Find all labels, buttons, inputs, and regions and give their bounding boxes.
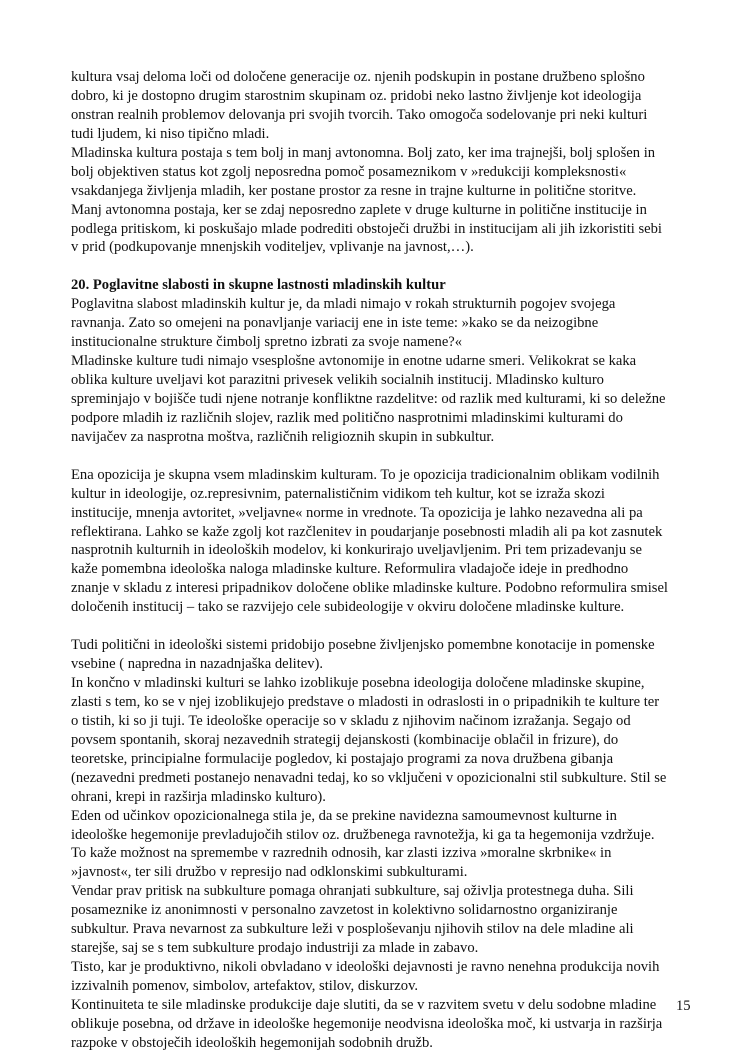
text-line: onstran realnih problemov delovanja pri svojih tvorcih. Tako omogoča sodelovanje pri neki kulturi (71, 106, 648, 123)
paragraph-opposition (71, 466, 696, 618)
text-line: To kaže možnost na spremembe v razrednih odnosih, kar zlasti izziva »moralne skrbnike« in (71, 845, 612, 862)
text-line: subkultur. Prava nevarnost za subkulture leži v posploševanju njihovih stilov na dele mladine ali (71, 921, 634, 938)
document-page (71, 68, 696, 1053)
paragraph-ideology (71, 636, 696, 1053)
text-line: Eden od učinkov opozicionalnega stila je, da se prekine navidezna samoumevnost kulturne in (71, 807, 617, 824)
text-line: »javnost«, ter sili družbo v represijo nad odklonskimi subkulturami. (71, 864, 468, 881)
text-line: (nezavedni predmeti postanejo nenavadni tedaj, ko so vključeni v opozicionalni stil subkulture. Stil se (71, 769, 667, 786)
text-line: ravnanja. Zato so omejeni na ponavljanje variacij ene in iste teme: »kako se da neizogibne (71, 315, 599, 332)
text-line: navijačev za nasprotna moštva, različnih religioznih skupin in subkultur. (71, 428, 495, 445)
text-line: tudi ljudem, ki niso tipično mladi. (71, 125, 270, 142)
text-line: ohrani, krepi in razširja mladinsko kulturo). (71, 788, 326, 805)
paragraph-spacer (71, 617, 696, 636)
text-line: Vendar prav pritisk na subkulture pomaga ohranjati subkulture, saj oživlja protestnega duha. Sili (71, 883, 634, 900)
paragraph-weaknesses (71, 295, 696, 447)
text-line: ideološke hegemonije prevladujočih stilov oz. družbenega ravnotežja, ki ga ta hegemonija vzdržuje. (71, 826, 655, 843)
text-line: bolj objektiven status kot zgolj neposredna pomoč posameznikom v »redukciji kompleksnosti« (71, 163, 627, 180)
text-line: zlasti s tem, ko se v njej izoblikujejo predstave o mladosti in odraslosti in o pripadnikih te kulture ter (71, 693, 660, 710)
text-line: institucionalne strukture čimbolj spretno izbrati za svoje namene?« (71, 334, 463, 351)
text-line: reflektirana. Lahko se kaže zgolj kot razčlenitev in poudarjanje posebnosti mladih ali pa kot zasnutek (71, 523, 663, 540)
text-line: oblika kulture uveljavi kot parazitni privesek velikih socialnih institucij. Mladinsko kulturo (71, 372, 604, 388)
section-heading: 20. Poglavitne slabosti in skupne lastnosti mladinskih kultur (71, 277, 446, 294)
text-line: kultura vsaj deloma loči od določene generacije oz. njenih podskupin in postane družbeno splošno (71, 69, 645, 85)
text-line: Tudi politični in ideološki sistemi pridobijo posebne življenjsko pomembne konotacije in pomenske (71, 637, 655, 654)
text-line: dobro, ki je dostopno drugim starostnim skupinam oz. pridobi neko lastno življenje kot ideologija (71, 87, 642, 104)
text-line: Mladinska kultura postaja s tem bolj in manj avtonomna. Bolj zato, ker ima trajnejši, bolj splošen in (71, 144, 656, 161)
text-line: nasprotnih kulturnih in ideoloških modelov, ki konkurirajo uveljavljenim. Pri tem prizadevanju se (71, 542, 642, 559)
text-line: In končno v mladinski kulturi se lahko izoblikuje posebna ideologija določene mladinske skupine, (71, 675, 645, 691)
text-line: starejše, saj se s tem subkulture prodajo industriji za mlade in zabavo. (71, 940, 479, 957)
text-line: Poglavitna slabost mladinskih kultur je, da mladi nimajo v rokah strukturnih pogojev svojega (71, 296, 616, 313)
text-line: Ena opozicija je skupna vsem mladinskim kulturam. To je opozicija tradicionalnim oblikam vodilnih (71, 466, 660, 483)
text-line: povsem spontanih, skoraj nezavednih strategij dejanskosti (kombinacije oblačil in frizure), do (71, 731, 619, 748)
text-line: podlega pritiskom, ki poskušajo mlade podrediti obstoječi družbi in institucijam ali jih izkoristiti sebi (71, 220, 662, 237)
text-line: Tisto, kar je produktivno, nikoli obvladano v ideološki dejavnosti je ravno nenehna produkcija novih (71, 959, 660, 976)
text-line: vsakdanjega življenja mladih, ker postane prostor za resne in trajne kulturne in politične storitve. (71, 182, 637, 199)
text-line: teoretske, principialne formulacije pogledov, ki postajajo programi za nova družbena gibanja (71, 750, 614, 767)
text-line: Mladinske kulture tudi nimajo vsesplošne avtonomije in enotne udarne smeri. Velikokrat se kaka (71, 353, 637, 370)
text-line: znanje v skladu z interesi pripadnikov določene oblike mladinske kulture. Podobno reformulira smisel (71, 580, 668, 597)
text-line: oblikuje posebna, od države in ideološke hegemonije neodvisna ideološka moč, ki ustvarja in razširja (71, 1015, 663, 1032)
text-line: določenih institucij – tako se razvijejo cele subideologije v okviru določene mladinske kulture. (71, 599, 625, 616)
text-line: kultur in ideologije, oz.represivnim, paternalističnim vidikom teh kultur, kot se izraža skozi (71, 485, 605, 502)
text-line: podpore mladih iz različnih slojev, razlik med politično nasprotnimi mladinskimi kulturami do (71, 409, 623, 426)
text-line: institucije, mnenja avtoritet, »veljavne« norme in vrednote. Ta opozicija je lahko nezavedna ali pa (71, 504, 643, 521)
paragraph-spacer (71, 257, 696, 276)
paragraph-continuation (71, 68, 696, 257)
text-line: razpoke v obstoječih ideoloških hegemonijah sodobnih družb. (71, 1034, 433, 1051)
text-line: v prid (podkupovanje mnenjskih voditeljev, vplivanje na javnost,…). (71, 239, 474, 256)
text-line: Manj avtonomna postaja, ker se zdaj neposredno zaplete v druge kulturne in politične institucije in (71, 201, 647, 218)
text-line: izzivalnih pomenov, simbolov, artefaktov, stilov, diskurzov. (71, 978, 419, 994)
paragraph-spacer (71, 447, 696, 466)
text-line: kaže pomembna ideološka naloga mladinske kulture. Reformulira vladajoče ideje in predhodno (71, 561, 629, 578)
page-number: 15 (676, 998, 691, 1014)
text-line: posameznike iz anonimnosti v personalno zavzetost in kolektivno solidarnostno organiziranje (71, 902, 618, 919)
text-line: o tistih, ki so ji tuji. Te ideološke operacije so v skladu z njihovim načinom izražanja. Segajo od (71, 712, 631, 729)
text-line: Kontinuiteta te sile mladinske produkcije daje slutiti, da se v razvitem svetu v delu sodobne mladine (71, 996, 657, 1013)
text-line: vsebine ( napredna in nazadnjaška delitev). (71, 656, 324, 673)
text-line: spreminjajo v bojišče tudi njene notranje konfliktne razdelitve: od razlik med kulturami, ki so deležne (71, 390, 666, 407)
